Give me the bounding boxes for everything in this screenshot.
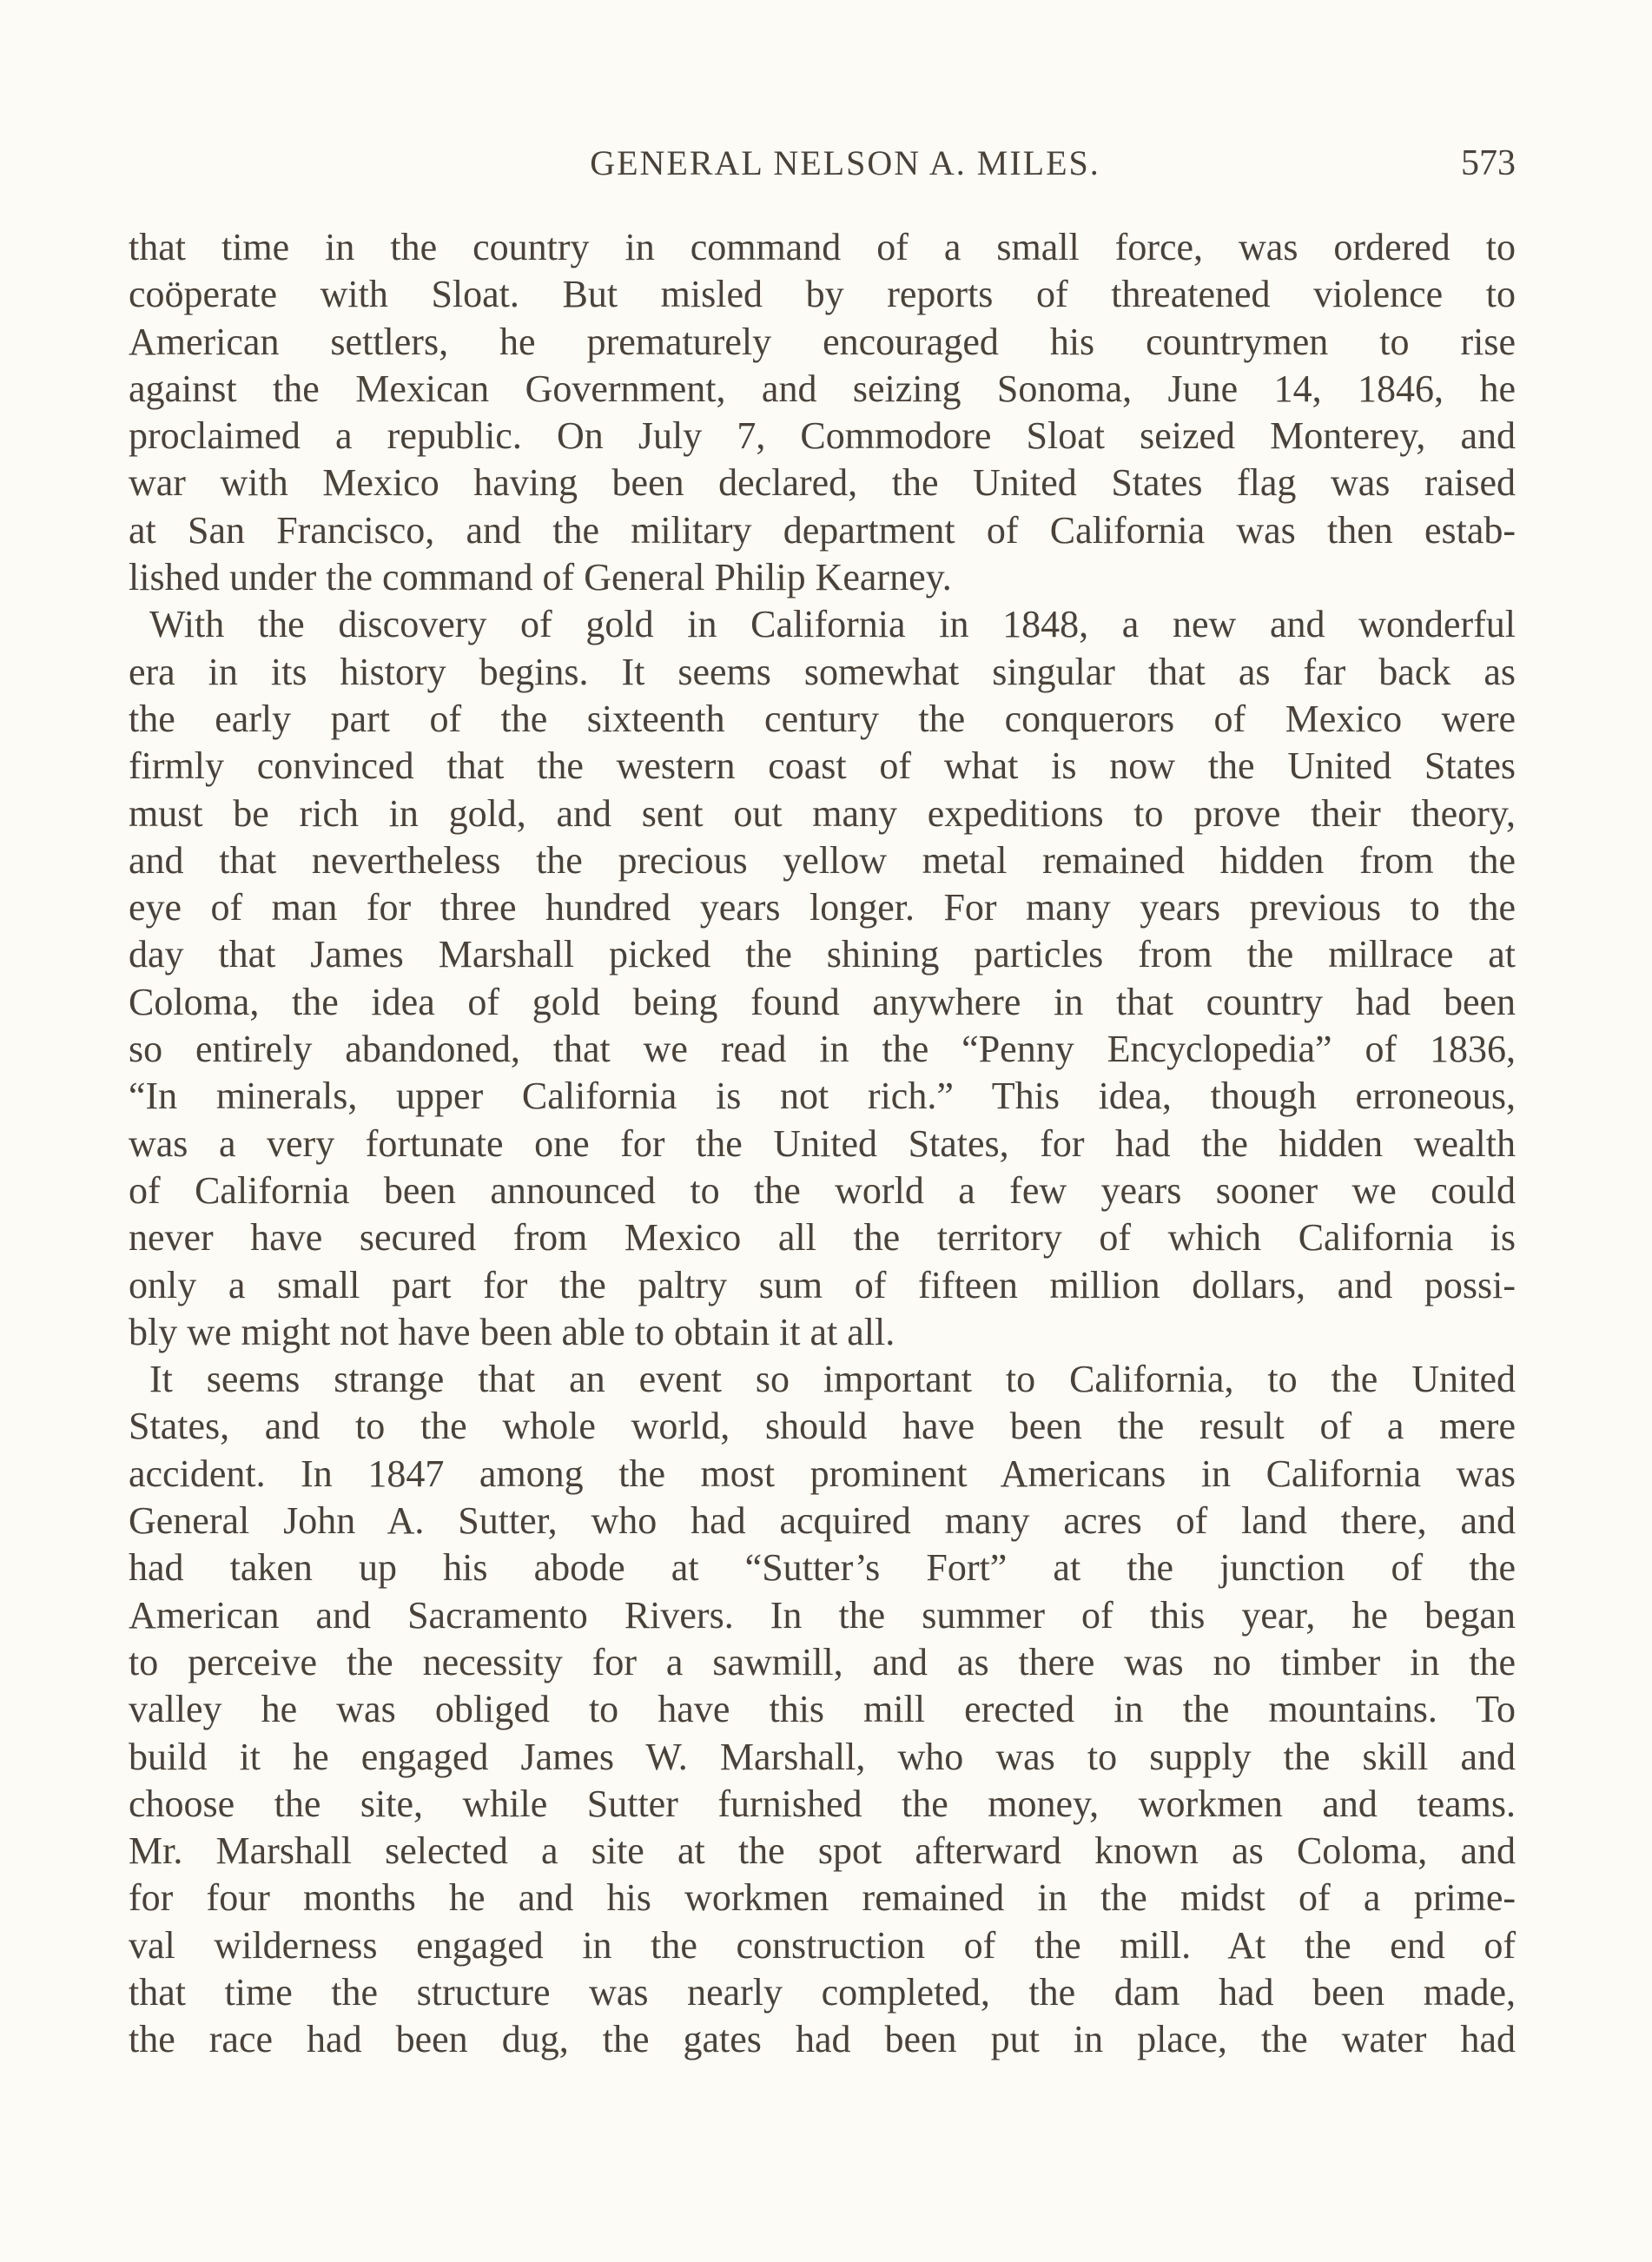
text-line: at San Francisco, and the military department of California was then estab- xyxy=(129,508,1516,552)
text-line: “In minerals, upper California is not rich.” This idea, though erroneous, xyxy=(129,1075,1516,1118)
text-line: proclaimed a republic. On July 7, Commodore Sloat seized Monterey, and xyxy=(129,414,1516,458)
text-line: era in its history begins. It seems somewhat singular that as far back as xyxy=(129,650,1516,693)
text-line: valley he was obliged to have this mill erected in the mountains. To xyxy=(129,1688,1516,1731)
text-line: With the discovery of gold in California in 1848, a new and wonderful xyxy=(149,603,1516,646)
text-line: for four months he and his workmen remained in the midst of a prime- xyxy=(129,1876,1516,1920)
text-line: General John A. Sutter, who had acquired many acres of land there, and xyxy=(129,1499,1516,1543)
text-line: States, and to the whole world, should have been the result of a mere xyxy=(129,1405,1516,1448)
text-line: American settlers, he prematurely encouraged his countrymen to rise xyxy=(129,320,1516,363)
text-line: firmly convinced that the western coast of what is now the United States xyxy=(129,744,1516,788)
text-line: that time in the country in command of a small force, was ordered to xyxy=(129,226,1516,268)
text-line: the early part of the sixteenth century the conquerors of Mexico were xyxy=(129,697,1516,740)
text-line: that time the structure was nearly completed, the dam had been made, xyxy=(129,1970,1516,2014)
text-line: of California been announced to the world a few years sooner we could xyxy=(129,1168,1516,1212)
text-line: against the Mexican Government, and seizing Sonoma, June 14, 1846, he xyxy=(129,367,1516,410)
text-line: only a small part for the paltry sum of fifteen million dollars, and possi- xyxy=(129,1263,1516,1306)
text-line: Mr. Marshall selected a site at the spot afterward known as Coloma, and xyxy=(129,1829,1516,1873)
text-line: accident. In 1847 among the most prominent Americans in California was xyxy=(129,1452,1516,1495)
text-line: the race had been dug, the gates had been put in place, the water had xyxy=(129,2018,1516,2061)
text-line: val wilderness engaged in the construction of the mill. At the end of xyxy=(129,1923,1516,1967)
text-line: day that James Marshall picked the shining particles from the millrace at xyxy=(129,933,1516,976)
body-text xyxy=(129,224,1516,2064)
text-line: It seems strange that an event so important to California, to the United xyxy=(149,1358,1516,1401)
text-line: Coloma, the idea of gold being found anywhere in that country had been xyxy=(129,980,1516,1023)
text-line: war with Mexico having been declared, the United States flag was raised xyxy=(129,461,1516,505)
text-line: American and Sacramento Rivers. In the summer of this year, he began xyxy=(129,1593,1516,1637)
text-line: and that nevertheless the precious yellow metal remained hidden from the xyxy=(129,838,1516,882)
text-line: build it he engaged James W. Marshall, who was to supply the skill and xyxy=(129,1735,1516,1778)
text-line: coöperate with Sloat. But misled by reports of threatened violence to xyxy=(129,273,1516,316)
text-line: to perceive the necessity for a sawmill, and as there was no timber in the xyxy=(129,1640,1516,1683)
text-line: eye of man for three hundred years longer. For many years previous to the xyxy=(129,886,1516,929)
text-line: lished under the command of General Philip Kearney. xyxy=(129,556,952,599)
text-line: must be rich in gold, and sent out many expeditions to prove their theory, xyxy=(129,791,1516,835)
text-line: bly we might not have been able to obtain it at all. xyxy=(129,1310,895,1353)
running-head-title: GENERAL NELSON A. MILES. xyxy=(590,143,1100,182)
text-line: never have secured from Mexico all the territory of which California is xyxy=(129,1216,1516,1260)
text-line: was a very fortunate one for the United States, for had the hidden wealth xyxy=(129,1121,1516,1165)
text-line: had taken up his abode at “Sutter’s Fort” at the junction of the xyxy=(129,1546,1516,1590)
page-number: 573 xyxy=(1461,143,1516,183)
running-head xyxy=(129,139,1516,188)
text-line: so entirely abandoned, that we read in the “Penny Encyclopedia” of 1836, xyxy=(129,1028,1516,1071)
text-line: choose the site, while Sutter furnished the money, workmen and teams. xyxy=(129,1782,1516,1825)
